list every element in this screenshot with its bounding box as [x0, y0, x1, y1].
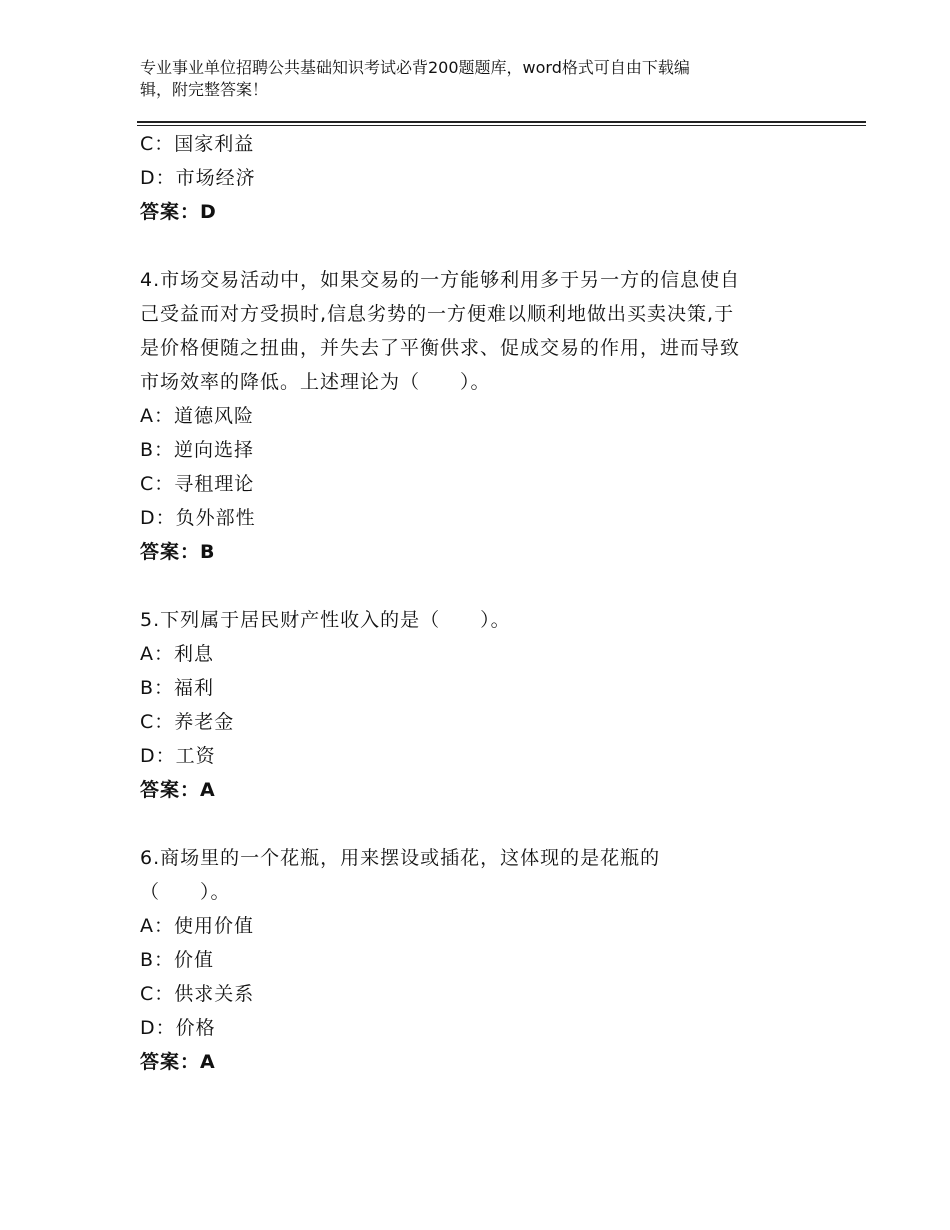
stem-line: 4.市场交易活动中，如果交易的一方能够利用多于另一方的信息使自 [140, 269, 741, 291]
answer: 答案：B [140, 541, 216, 563]
stem-line: 5.下列属于居民财产性收入的是（ ）。 [140, 609, 511, 631]
stem-line: （ ）。 [140, 881, 231, 903]
option-a: A：使用价值 [140, 915, 254, 937]
question-3-tail [140, 127, 800, 229]
question-stem [140, 841, 800, 909]
header-line-2: 辑，附完整答案！ [140, 80, 269, 99]
option-d: D：工资 [140, 745, 216, 767]
question-5 [140, 603, 800, 807]
question-4 [140, 263, 800, 569]
option-b: B：价值 [140, 949, 215, 971]
option-a: A：道德风险 [140, 405, 254, 427]
stem-line: 己受益而对方受损时,信息劣势的一方便难以顺利地做出买卖决策,于 [140, 303, 735, 325]
option-d: D：市场经济 [140, 167, 256, 189]
answer: 答案：D [140, 201, 217, 223]
stem-line: 市场效率的降低。上述理论为（ ）。 [140, 371, 491, 393]
answer: 答案：A [140, 779, 216, 801]
question-stem [140, 603, 800, 637]
stem-line: 是价格便随之扭曲，并失去了平衡供求、促成交易的作用，进而导致 [140, 337, 741, 359]
page-header [140, 57, 790, 101]
option-b: B：逆向选择 [140, 439, 255, 461]
question-stem [140, 263, 800, 399]
option-d: D：负外部性 [140, 507, 256, 529]
answer: 答案：A [140, 1051, 216, 1073]
option-d: D：价格 [140, 1017, 216, 1039]
option-c: C：养老金 [140, 711, 235, 733]
question-6 [140, 841, 800, 1079]
header-line-1: 专业事业单位招聘公共基础知识考试必背200题题库，word格式可自由下载编 [140, 58, 690, 77]
option-c: C：国家利益 [140, 133, 255, 155]
header-divider-thin [137, 125, 866, 126]
stem-line: 6.商场里的一个花瓶，用来摆设或插花，这体现的是花瓶的 [140, 847, 661, 869]
option-b: B：福利 [140, 677, 215, 699]
question-content [140, 127, 800, 1079]
option-c: C：供求关系 [140, 983, 255, 1005]
header-divider [137, 121, 866, 123]
option-c: C：寻租理论 [140, 473, 255, 495]
option-a: A：利息 [140, 643, 214, 665]
